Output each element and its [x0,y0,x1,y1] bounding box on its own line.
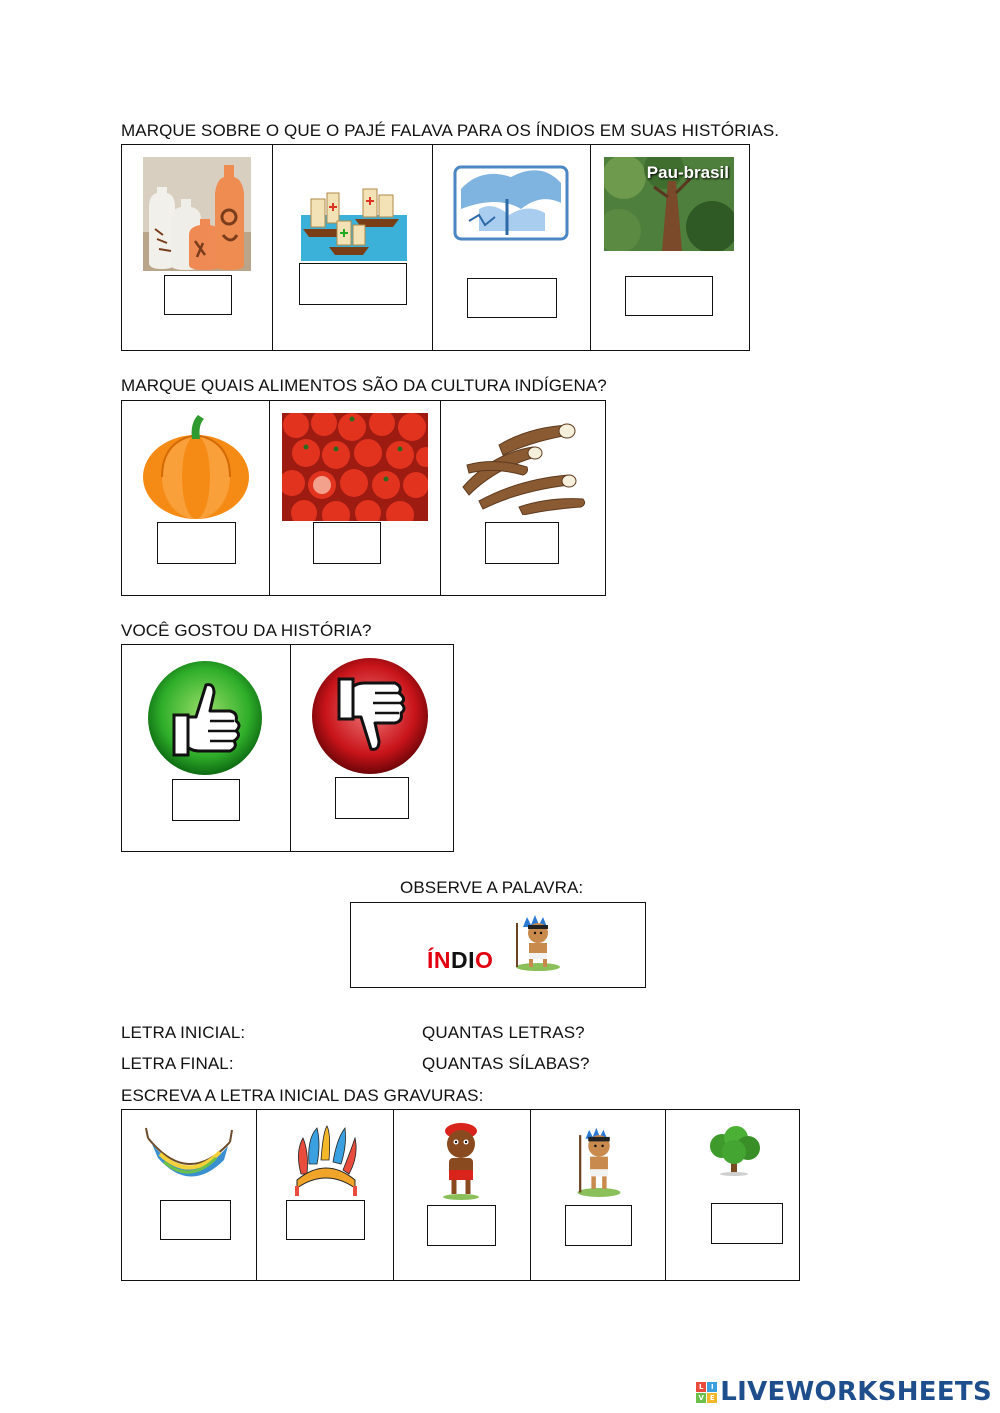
logo-square-1: L [696,1382,706,1392]
logo-square-3: V [696,1393,706,1403]
answer-box-pau-brasil[interactable] [625,276,713,316]
indigenous-boy-figure-icon [573,1126,625,1198]
initial-letter-label: LETRA INICIAL: [121,1023,246,1042]
cassava-image [459,415,587,515]
word-part-in: ÍN [427,947,451,973]
thumbs-down-icon [309,657,431,775]
pumpkin-image [140,413,252,521]
creation-drawing-image [449,159,573,249]
cell-tomatoes [270,401,440,595]
final-letter-label: LETRA FINAL: [121,1054,234,1073]
cell-child [394,1110,531,1280]
question-pages-stories: MARQUE SOBRE O QUE O PAJÉ FALAVA PARA OS ÍNDIOS EM SUAS HISTÓRIAS. [121,121,780,140]
hammock-image [144,1124,234,1198]
question-indigenous-foods: MARQUE QUAIS ALIMENTOS SÃO DA CULTURA INDÍGENA? [121,376,607,395]
word-box [350,902,646,988]
how-many-syllables-label: QUANTAS SÍLABAS? [422,1054,590,1073]
word-part-o: O [475,947,494,973]
logo-text: LIVEWORKSHEETS [720,1377,992,1407]
answer-box-creation[interactable] [467,278,557,318]
answer-box-hammock[interactable] [160,1200,231,1240]
word-part-di: DI [451,947,475,973]
question-liked-story: VOCÊ GOSTOU DA HISTÓRIA? [121,621,372,640]
stories-image-grid [121,144,750,351]
question-initial-letter-pictures: ESCREVA A LETRA INICIAL DAS GRAVURAS: [121,1086,484,1105]
cell-thumbs-up [122,645,291,851]
cell-creation [433,145,591,350]
cell-indigenous-boy [531,1110,667,1280]
tree-icon [704,1126,764,1176]
clay-vases-image [143,157,251,271]
cell-headdress [257,1110,395,1280]
cell-pumpkin [122,401,270,595]
child-figure-icon [434,1122,488,1200]
word-indio [427,947,493,974]
how-many-letters-label: QUANTAS LETRAS? [422,1023,585,1042]
answer-box-thumbs-down[interactable] [335,777,409,819]
logo-square-4: E [707,1393,717,1403]
answer-box-tree[interactable] [711,1203,783,1244]
answer-box-thumbs-up[interactable] [172,779,240,821]
thumbs-up-icon [146,659,264,777]
cell-pau-brasil [591,145,749,350]
logo-squares-icon [696,1382,717,1403]
cell-vases [122,145,273,350]
answer-box-cassava[interactable] [485,522,559,564]
cell-ships [273,145,433,350]
pau-brasil-image [604,157,734,251]
answer-box-indigenous-boy[interactable] [565,1205,632,1246]
answer-box-headdress[interactable] [286,1200,365,1240]
cell-thumbs-down [291,645,453,851]
answer-box-ships[interactable] [299,263,407,305]
liked-story-grid [121,644,454,852]
pau-brasil-caption: Pau-brasil [646,163,729,182]
answer-box-tomatoes[interactable] [313,522,381,564]
tomatoes-image [282,413,428,521]
answer-box-pumpkin[interactable] [157,522,236,564]
caravel-ships-image [301,169,407,261]
feather-headdress-icon [293,1124,359,1198]
observe-word-title: OBSERVE A PALAVRA: [400,878,584,897]
foods-image-grid [121,400,606,596]
indigenous-boy-icon [509,915,567,971]
cell-tree [666,1110,799,1280]
answer-box-child[interactable] [427,1205,496,1246]
answer-box-vases[interactable] [164,275,232,315]
liveworksheets-logo [696,1377,992,1407]
logo-square-2: I [707,1382,717,1392]
cell-cassava [441,401,605,595]
pictures-grid [121,1109,800,1281]
cell-hammock [122,1110,257,1280]
